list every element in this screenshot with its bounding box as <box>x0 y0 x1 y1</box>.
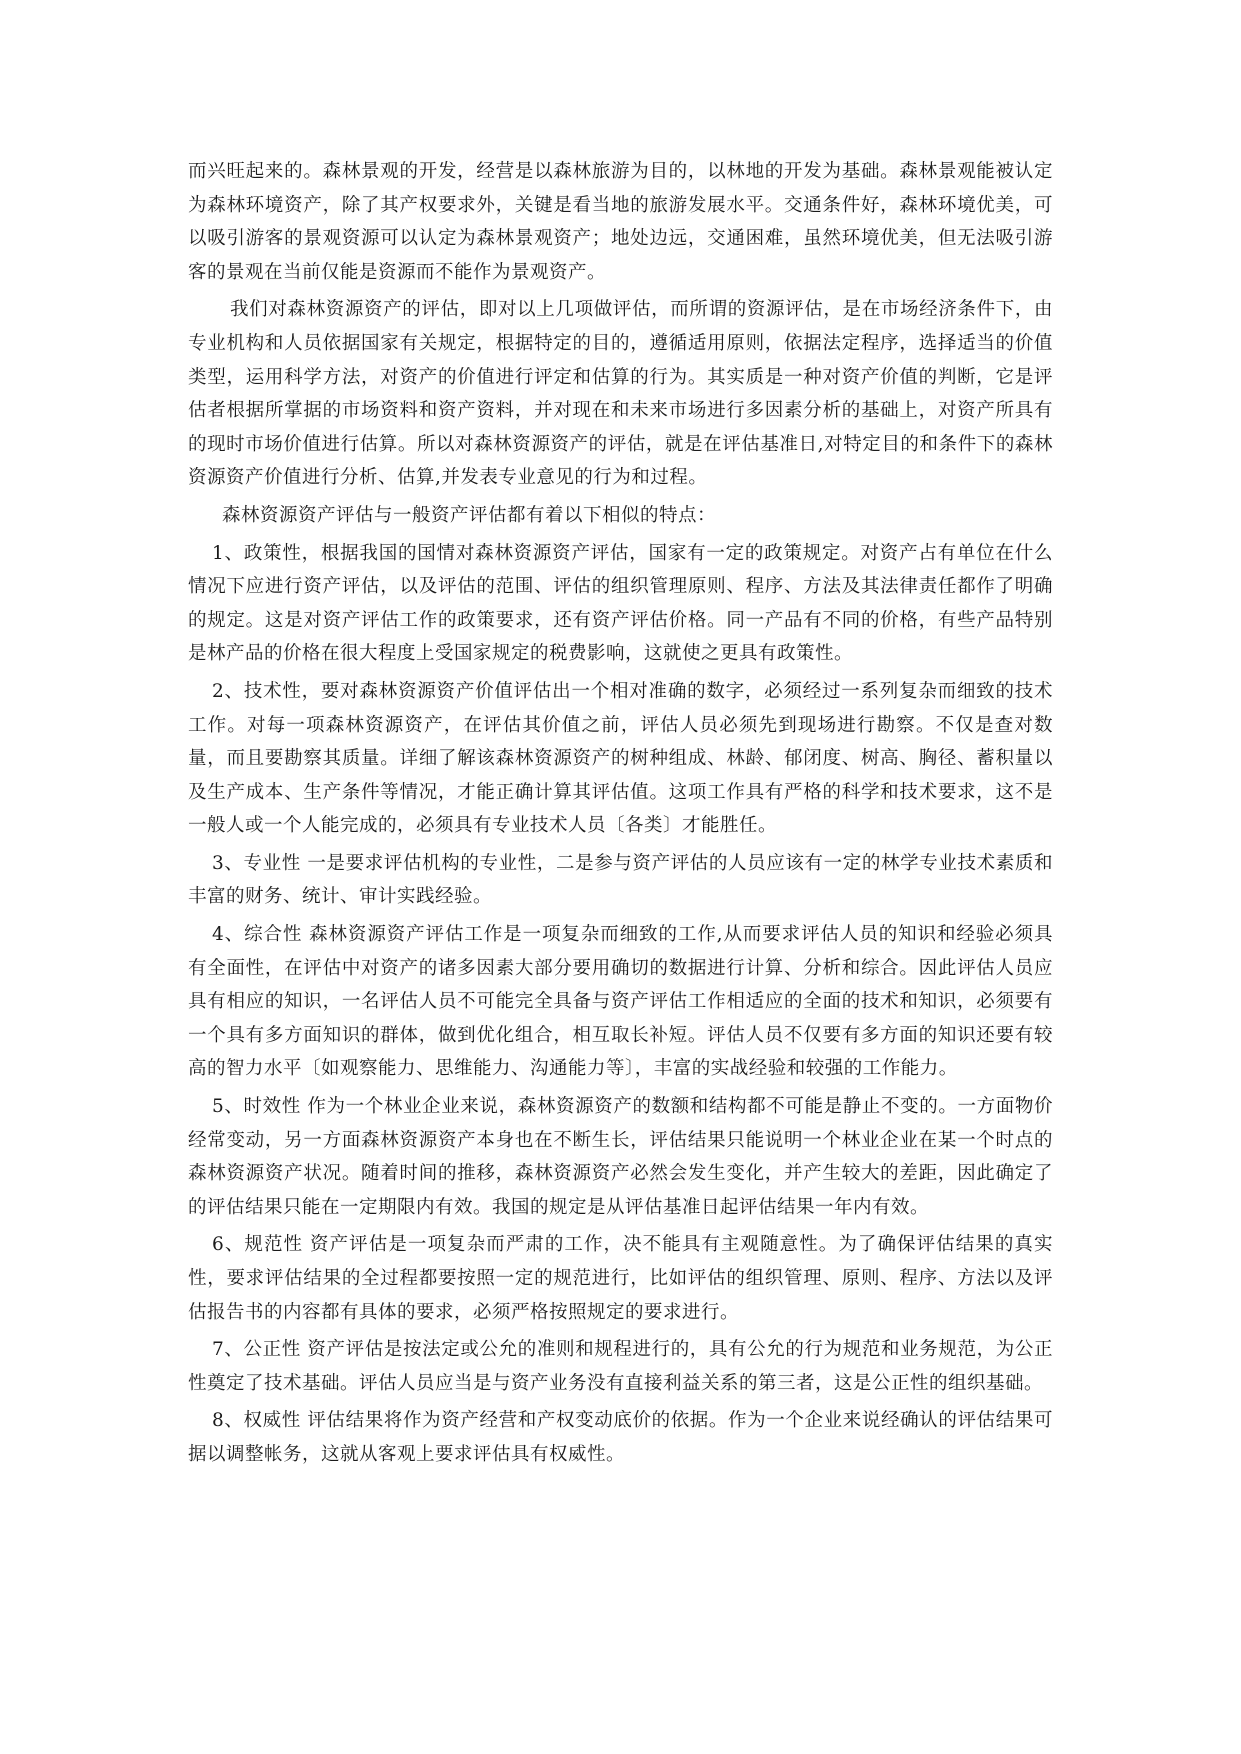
paragraph-evaluation-definition: 我们对森林资源资产的评估，即对以上几项做评估，而所谓的资源评估，是在市场经济条件下，由专业机构和人员依据国家有关规定，根据特定的目的，遵循适用原则，依据法定程序，选择适当的价值类型，运用科学方法，对资产的价值进行评定和估算的行为。其实质是一种对资产价值的判断，它是评估者根据所掌据的市场资料和资产资料，并对现在和未来市场进行多因素分析的基础上，对资产所具有的现时市场价值进行估算。所以对森林资源资产的评估，就是在评估基准日,对特定目的和条件下的森林资源资产价值进行分析、估算,并发表专业意见的行为和过程。 <box>188 299 1053 489</box>
paragraph-feature-normative: 6、规范性 资产评估是一项复杂而严肃的工作，决不能具有主观随意性。为了确保评估结果的真实性，要求评估结果的全过程都要按照一定的规范进行，比如评估的组织管理、原则、程序、方法以及评估报告书的内容都有具体的要求，必须严格按照规定的要求进行。 <box>188 1234 1053 1323</box>
paragraph-feature-technical: 2、技术性，要对森林资源资产价值评估出一个相对准确的数字，必须经过一系列复杂而细致的技术工作。对每一项森林资源资产，在评估其价值之前，评估人员必须先到现场进行勘察。不仅是查对数量，而且要勘察其质量。详细了解该森林资源资产的树种组成、林龄、郁闭度、树高、胸径、蓄积量以及生产成本、生产条件等情况，才能正确计算其评估值。这项工作具有严格的科学和技术要求，这不是一般人或一个人能完成的，必须具有专业技术人员〔各类〕才能胜任。 <box>188 680 1053 837</box>
paragraph-feature-policy: 1、政策性，根据我国的国情对森林资源资产评估，国家有一定的政策规定。对资产占有单位在什么情况下应进行资产评估，以及评估的范围、评估的组织管理原则、程序、方法及其法律责任都作了明确的规定。这是对资产评估工作的政策要求，还有资产评估价格。同一产品有不同的价格，有些产品特别是林产品的价格在很大程度上受国家规定的税费影响，这就使之更具有政策性。 <box>188 542 1053 665</box>
document-page <box>188 155 1053 1472</box>
paragraph-features-intro: 森林资源资产评估与一般资产评估都有着以下相似的特点： <box>222 504 717 526</box>
paragraph-feature-authority: 8、权威性 评估结果将作为资产经营和产权变动底价的依据。作为一个企业来说经确认的评估结果可据以调整帐务，这就从客观上要求评估具有权威性。 <box>188 1410 1053 1465</box>
paragraph-landscape-assets: 而兴旺起来的。森林景观的开发，经营是以森林旅游为目的，以林地的开发为基础。森林景观能被认定为森林环境资产，除了其产权要求外，关键是看当地的旅游发展水平。交通条件好，森林环境优美，可以吸引游客的景观资源可以认定为森林景观资产；地处边远，交通困难，虽然环境优美，但无法吸引游客的景观在当前仅能是资源而不能作为景观资产。 <box>188 161 1053 283</box>
paragraph-feature-timeliness: 5、时效性 作为一个林业企业来说，森林资源资产的数额和结构都不可能是静止不变的。一方面物价经常变动，另一方面森林资源资产本身也在不断生长，评估结果只能说明一个林业企业在某一个时点的森林资源资产状况。随着时间的推移，森林资源资产必然会发生变化，并产生较大的差距，因此确定了的评估结果只能在一定期限内有效。我国的规定是从评估基准日起评估结果一年内有效。 <box>188 1096 1053 1218</box>
paragraph-feature-comprehensive: 4、综合性 森林资源资产评估工作是一项复杂而细致的工作,从而要求评估人员的知识和经验必须具有全面性，在评估中对资产的诸多因素大部分要用确切的数据进行计算、分析和综合。因此评估人员应具有相应的知识，一名评估人员不可能完全具备与资产评估工作相适应的全面的技术和知识，必须要有一个具有多方面知识的群体，做到优化组合，相互取长补短。评估人员不仅要有多方面的知识还要有较高的智力水平〔如观察能力、思维能力、沟通能力等〕，丰富的实战经验和较强的工作能力。 <box>188 924 1053 1080</box>
paragraph-feature-fairness: 7、公正性 资产评估是按法定或公允的准则和规程进行的，具有公允的行为规范和业务规范，为公正性奠定了技术基础。评估人员应当是与资产业务没有直接利益关系的第三者，这是公正性的组织基础。 <box>188 1339 1053 1394</box>
paragraph-feature-professional: 3、专业性 一是要求评估机构的专业性，二是参与资产评估的人员应该有一定的林学专业技术素质和丰富的财务、统计、审计实践经验。 <box>188 852 1053 908</box>
